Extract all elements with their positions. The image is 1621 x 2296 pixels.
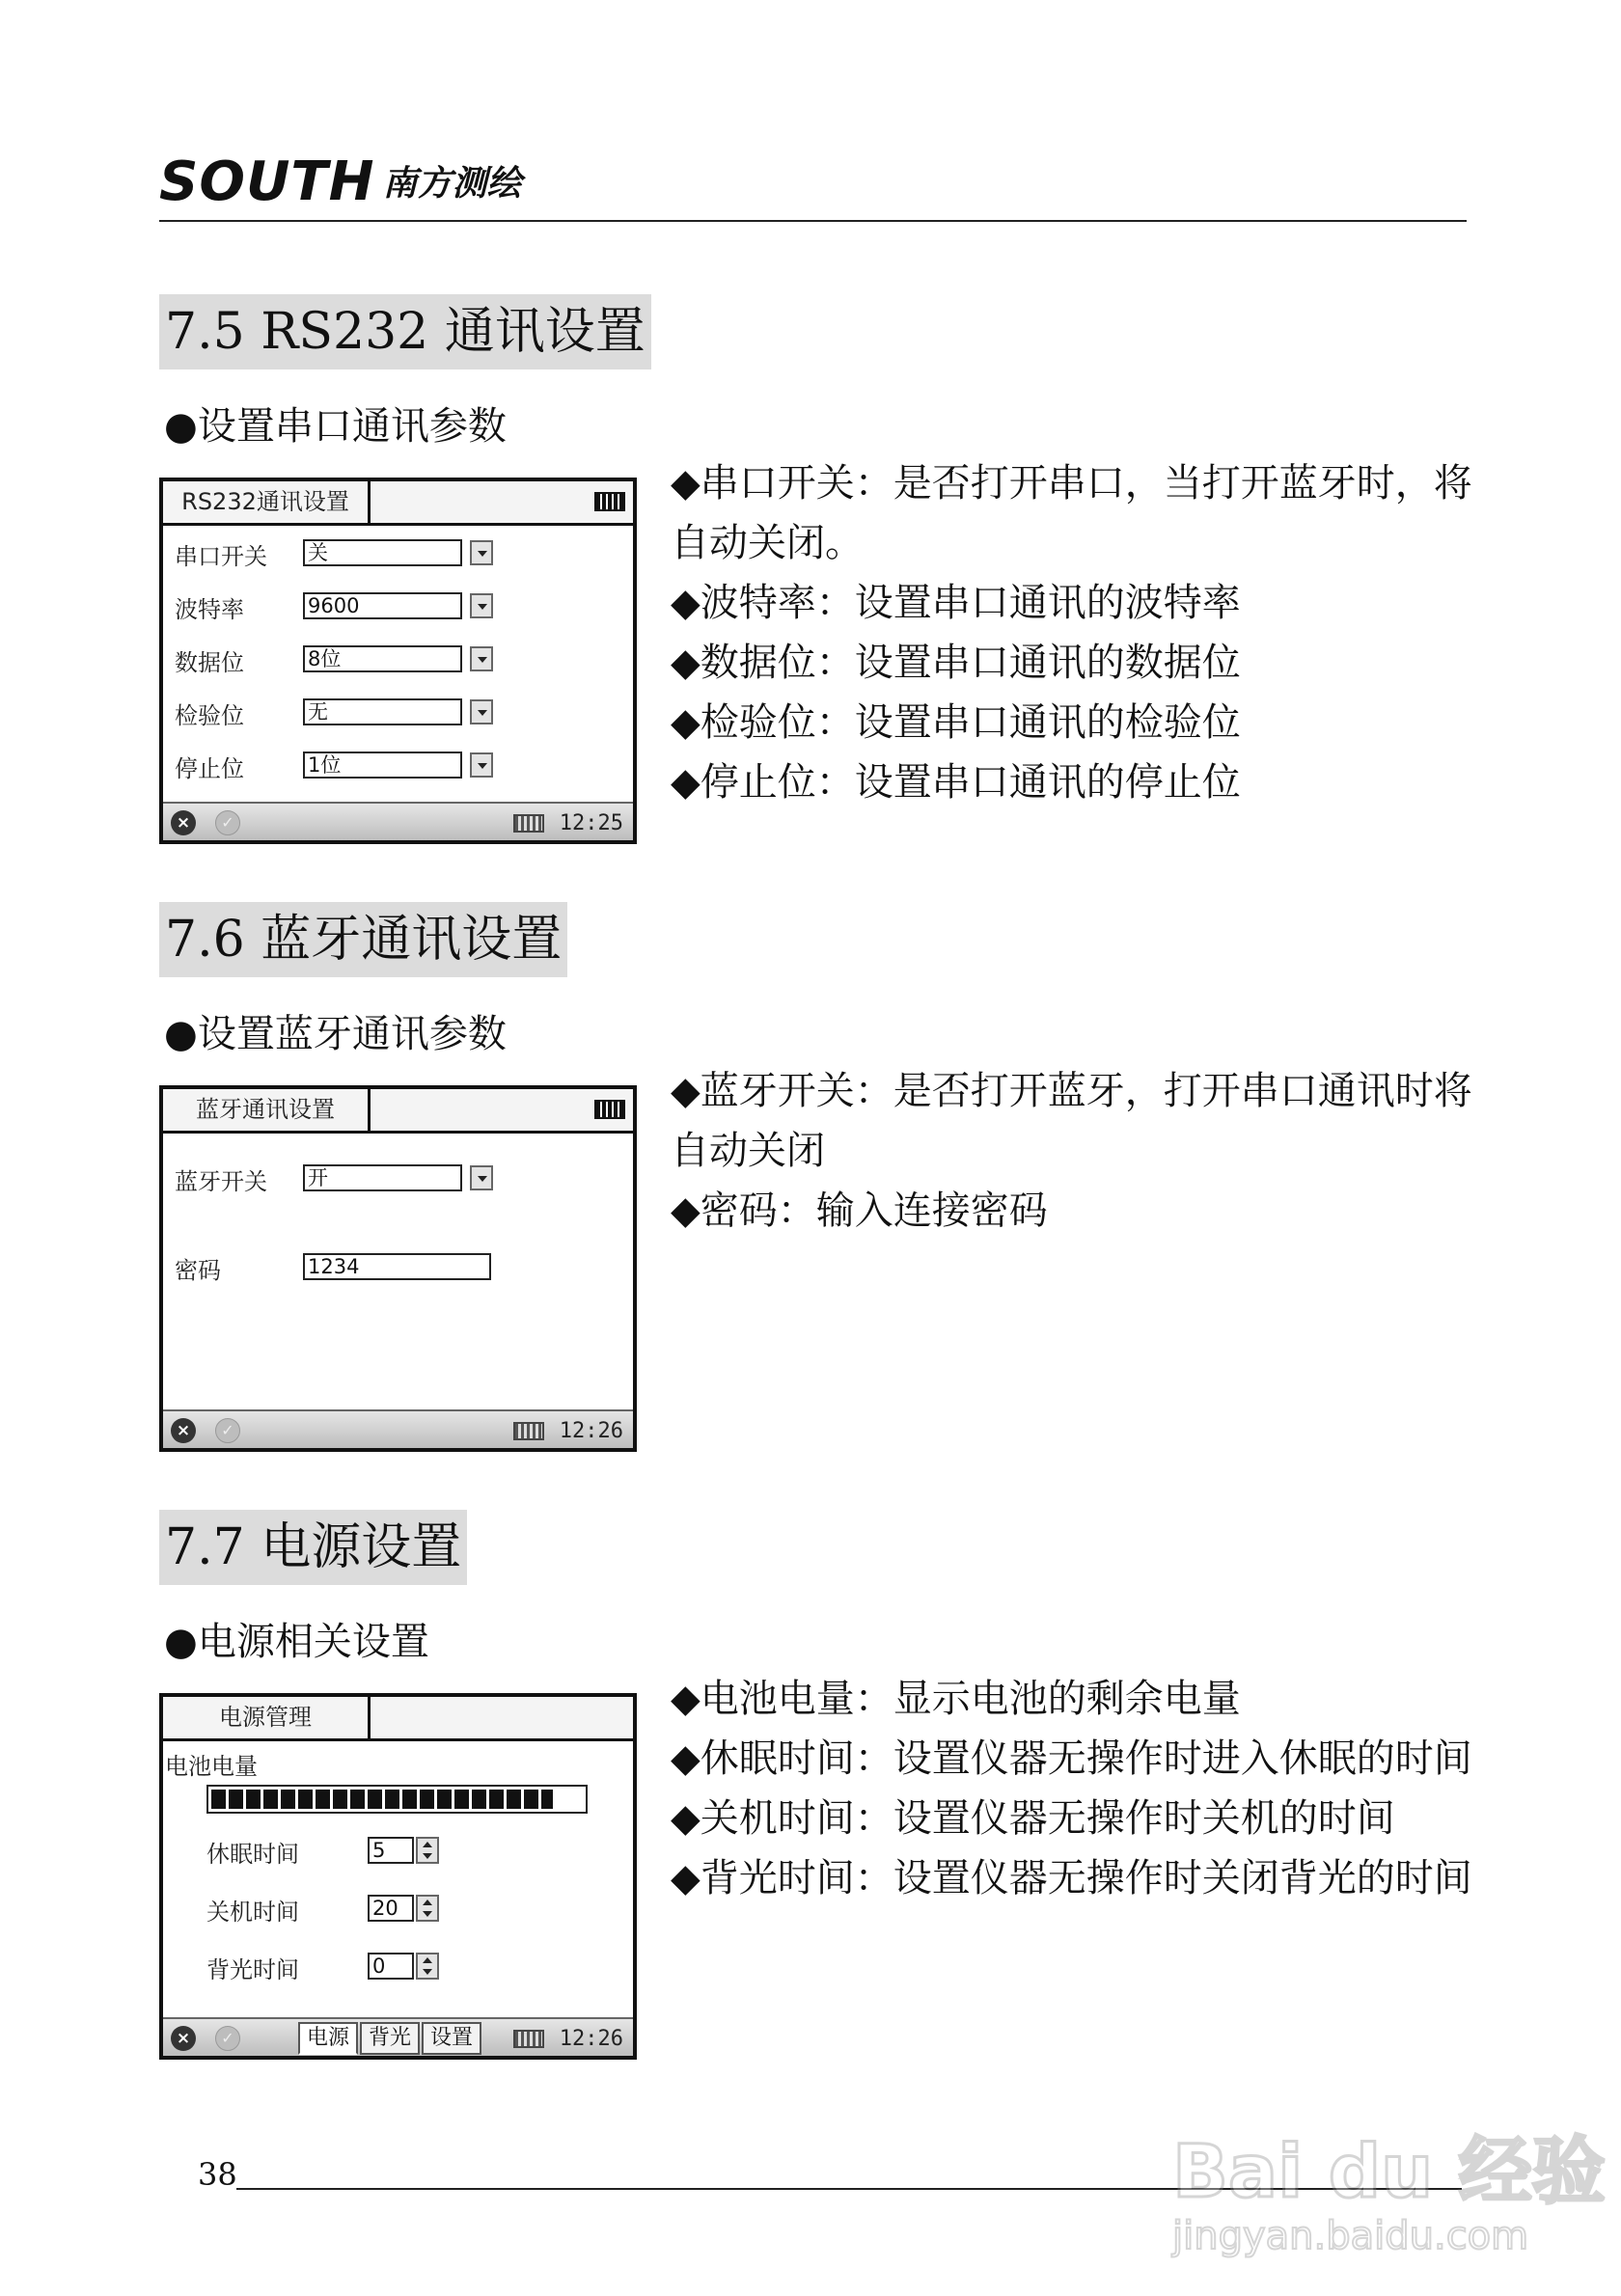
chevron-down-icon[interactable] bbox=[470, 593, 493, 618]
shutdown-time-label: 关机时间 bbox=[206, 1899, 299, 1926]
sleep-time-label: 休眠时间 bbox=[206, 1841, 299, 1868]
desc-item: ◆串口开关：是否打开串口，当打开蓝牙时，将自动关闭。 bbox=[671, 461, 1472, 565]
close-icon[interactable]: × bbox=[171, 2026, 196, 2051]
stepper-icon[interactable] bbox=[416, 1953, 439, 1980]
stop-bits-label: 停止位 bbox=[175, 755, 244, 782]
baidu-watermark bbox=[1153, 2074, 1606, 2267]
backlight-time-input[interactable]: 0 bbox=[368, 1953, 414, 1980]
shutdown-time-input[interactable]: 20 bbox=[368, 1895, 414, 1922]
check-icon[interactable]: ✓ bbox=[215, 810, 240, 835]
bluetooth-description bbox=[671, 1061, 1476, 1241]
close-icon[interactable]: × bbox=[171, 1418, 196, 1443]
desc-item: ◆休眠时间：设置仪器无操作时进入休眠的时间 bbox=[671, 1736, 1472, 1781]
stop-bits-select[interactable]: 1位 bbox=[303, 752, 462, 779]
battery-level-fill bbox=[211, 1790, 553, 1809]
baud-rate-select[interactable]: 9600 bbox=[303, 592, 462, 619]
power-description bbox=[671, 1669, 1476, 1908]
power-settings-panel bbox=[159, 1693, 637, 2060]
section-title-power: 7.7 电源设置 bbox=[159, 1510, 467, 1585]
panel-body bbox=[163, 526, 633, 796]
chevron-down-icon[interactable] bbox=[470, 646, 493, 671]
desc-item: ◆密码：输入连接密码 bbox=[671, 1189, 1048, 1233]
rs232-settings-panel bbox=[159, 478, 637, 844]
tab-bluetooth-settings[interactable]: 蓝牙通讯设置 bbox=[163, 1089, 371, 1131]
chevron-down-icon[interactable] bbox=[470, 752, 493, 778]
serial-switch-select[interactable]: 关 bbox=[303, 539, 462, 566]
page-number: 38 bbox=[198, 2156, 237, 2193]
south-logo bbox=[159, 150, 522, 213]
logo-text-cn: 南方测绘 bbox=[382, 164, 522, 204]
battery-icon bbox=[594, 492, 625, 511]
data-bits-select[interactable]: 8位 bbox=[303, 645, 462, 672]
battery-level-label: 电池电量 bbox=[165, 1753, 258, 1780]
tab-power[interactable]: 电源 bbox=[298, 2022, 358, 2055]
clock: 12:26 bbox=[559, 1419, 623, 1443]
tab-backlight[interactable]: 背光 bbox=[360, 2022, 420, 2055]
bluetooth-settings-panel bbox=[159, 1085, 637, 1452]
desc-item: ◆背光时间：设置仪器无操作时关闭背光的时间 bbox=[671, 1856, 1472, 1900]
watermark-url: jingyan.baidu.com bbox=[1172, 2214, 1529, 2258]
section-subtitle-bluetooth: ●设置蓝牙通讯参数 bbox=[164, 1012, 507, 1056]
keyboard-icon[interactable] bbox=[513, 1422, 544, 1440]
panel-taskbar bbox=[163, 2017, 633, 2056]
tab-power-management[interactable]: 电源管理 bbox=[163, 1697, 371, 1738]
panel-taskbar bbox=[163, 1409, 633, 1448]
desc-item: ◆数据位：设置串口通讯的数据位 bbox=[671, 641, 1241, 685]
desc-item: ◆电池电量：显示电池的剩余电量 bbox=[671, 1677, 1241, 1721]
stepper-icon[interactable] bbox=[416, 1837, 439, 1864]
panel-header bbox=[163, 481, 633, 526]
section-title-bluetooth: 7.6 蓝牙通讯设置 bbox=[159, 902, 567, 977]
chevron-down-icon[interactable] bbox=[470, 540, 493, 565]
data-bits-label: 数据位 bbox=[175, 649, 244, 676]
password-label: 密码 bbox=[175, 1257, 221, 1284]
logo-text-en: SOUTH bbox=[159, 150, 375, 213]
stepper-icon[interactable] bbox=[416, 1895, 439, 1922]
tab-rs232-settings[interactable]: RS232通讯设置 bbox=[163, 481, 371, 523]
desc-item: ◆蓝牙开关：是否打开蓝牙，打开串口通讯时将自动关闭 bbox=[671, 1069, 1472, 1173]
battery-icon bbox=[594, 1100, 625, 1119]
chevron-down-icon[interactable] bbox=[470, 1165, 493, 1190]
bluetooth-switch-select[interactable]: 开 bbox=[303, 1164, 462, 1191]
section-subtitle-rs232: ●设置串口通讯参数 bbox=[164, 404, 507, 449]
baud-rate-label: 波特率 bbox=[175, 596, 244, 623]
close-icon[interactable]: × bbox=[171, 810, 196, 835]
serial-switch-label: 串口开关 bbox=[175, 543, 267, 570]
clock: 12:26 bbox=[559, 2027, 623, 2051]
desc-item: ◆关机时间：设置仪器无操作时关机的时间 bbox=[671, 1796, 1395, 1841]
panel-body bbox=[163, 1741, 633, 2011]
check-icon[interactable]: ✓ bbox=[215, 1418, 240, 1443]
backlight-time-label: 背光时间 bbox=[206, 1956, 299, 1983]
bluetooth-switch-label: 蓝牙开关 bbox=[175, 1168, 267, 1195]
keyboard-icon[interactable] bbox=[513, 814, 544, 833]
rs232-description bbox=[671, 453, 1476, 812]
section-title-rs232: 7.5 RS232 通讯设置 bbox=[159, 294, 651, 369]
panel-body bbox=[163, 1134, 633, 1404]
password-input[interactable]: 1234 bbox=[303, 1253, 491, 1280]
parity-select[interactable]: 无 bbox=[303, 698, 462, 725]
parity-label: 检验位 bbox=[175, 702, 244, 729]
sleep-time-input[interactable]: 5 bbox=[368, 1837, 414, 1864]
panel-header bbox=[163, 1697, 633, 1741]
panel-header bbox=[163, 1089, 633, 1134]
page-header bbox=[159, 145, 1467, 222]
battery-level-bar bbox=[206, 1785, 588, 1814]
keyboard-icon[interactable] bbox=[513, 2030, 544, 2048]
chevron-down-icon[interactable] bbox=[470, 699, 493, 724]
section-subtitle-power: ●电源相关设置 bbox=[164, 1620, 429, 1664]
check-icon[interactable]: ✓ bbox=[215, 2026, 240, 2051]
clock: 12:25 bbox=[559, 811, 623, 835]
panel-taskbar bbox=[163, 802, 633, 840]
desc-item: ◆波特率：设置串口通讯的波特率 bbox=[671, 581, 1241, 625]
desc-item: ◆停止位：设置串口通讯的停止位 bbox=[671, 760, 1241, 805]
watermark-text: Bai du 经验 bbox=[1172, 2128, 1606, 2214]
desc-item: ◆检验位：设置串口通讯的检验位 bbox=[671, 700, 1241, 745]
tab-settings[interactable]: 设置 bbox=[422, 2022, 481, 2055]
